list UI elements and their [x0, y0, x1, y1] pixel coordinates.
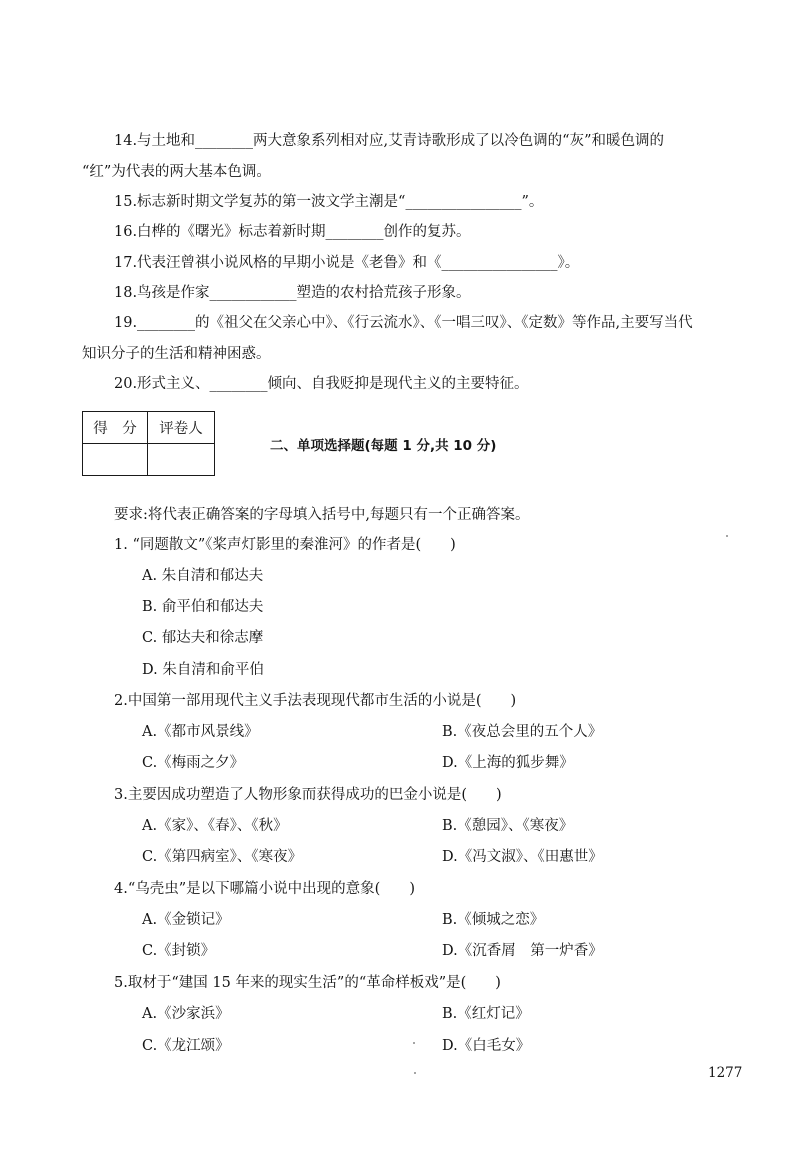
mc-5-option-a: A.《沙家浜》 — [142, 1006, 230, 1022]
mc-2-option-b: B.《夜总会里的五个人》 — [442, 724, 603, 740]
question-14-line-1: 14.与土地和________两大意象系列相对应,艾青诗歌形成了以冷色调的“灰”和暖色调的 — [114, 133, 664, 149]
question-18: 18.鸟孩是作家____________塑造的农村拾荒孩子形象。 — [114, 285, 471, 301]
question-17: 17.代表汪曾祺小说风格的早期小说是《老鲁》和《________________》。 — [114, 255, 580, 271]
score-cell — [83, 444, 148, 476]
mc-2-option-c: C.《梅雨之夕》 — [142, 755, 245, 771]
score-table — [82, 411, 215, 476]
score-label: 得 分 — [83, 412, 148, 444]
section-2-instruction: 要求:将代表正确答案的字母填入括号中,每题只有一个正确答案。 — [114, 507, 530, 523]
mc-question-2: 2.中国第一部用现代主义手法表现现代都市生活的小说是( ) — [114, 693, 517, 709]
mc-3-option-b: B.《憩园》、《寒夜》 — [442, 818, 574, 834]
mc-1-option-a: A. 朱自清和郁达夫 — [142, 568, 264, 584]
question-20: 20.形式主义、________倾向、自我贬抑是现代主义的主要特征。 — [114, 376, 529, 392]
scan-speck — [413, 1042, 415, 1044]
question-15: 15.标志新时期文学复苏的第一波文学主潮是“________________”。 — [114, 194, 544, 210]
mc-question-4: 4.“乌壳虫”是以下哪篇小说中出现的意象( ) — [114, 881, 415, 897]
mc-1-option-d: D. 朱自清和俞平伯 — [142, 662, 264, 678]
mc-4-option-d: D.《沉香屑 第一炉香》 — [442, 943, 603, 959]
question-16: 16.白桦的《曙光》标志着新时期________创作的复苏。 — [114, 224, 471, 240]
question-19-line-1: 19.________的《祖父在父亲心中》、《行云流水》、《一唱三叹》、《定数》等作品,主要写当代 — [114, 315, 693, 331]
mc-3-option-a: A.《家》、《春》、《秋》 — [142, 818, 288, 834]
mc-question-3: 3.主要因成功塑造了人物形象而获得成功的巴金小说是( ) — [114, 787, 502, 803]
mc-question-1: 1. “同题散文”《桨声灯影里的秦淮河》的作者是( ) — [114, 537, 456, 553]
grader-label: 评卷人 — [148, 412, 215, 444]
mc-5-option-b: B.《红灯记》 — [442, 1006, 530, 1022]
scan-speck — [414, 1072, 416, 1074]
mc-3-option-d: D.《冯文淑》、《田惠世》 — [442, 849, 603, 865]
question-14-line-2: “红”为代表的两大基本色调。 — [82, 164, 271, 180]
mc-4-option-a: A.《金锁记》 — [142, 912, 230, 928]
mc-2-option-d: D.《上海的狐步舞》 — [442, 755, 574, 771]
question-19-line-2: 知识分子的生活和精神困惑。 — [82, 346, 271, 362]
mc-5-option-d: D.《白毛女》 — [442, 1038, 531, 1054]
mc-1-option-b: B. 俞平伯和郁达夫 — [142, 599, 264, 615]
mc-1-option-c: C. 郁达夫和徐志摩 — [142, 630, 264, 646]
grader-cell — [148, 444, 215, 476]
mc-4-option-b: B.《倾城之恋》 — [442, 912, 545, 928]
mc-4-option-c: C.《封锁》 — [142, 943, 216, 959]
page-number: 1277 — [708, 1065, 743, 1081]
mc-2-option-a: A.《都市风景线》 — [142, 724, 259, 740]
mc-3-option-c: C.《第四病室》、《寒夜》 — [142, 849, 303, 865]
section-2-title: 二、单项选择题(每题 1 分,共 10 分) — [270, 438, 497, 454]
mc-question-5: 5.取材于“建国 15 年来的现实生活”的“革命样板戏”是( ) — [114, 975, 501, 991]
mc-5-option-c: C.《龙江颂》 — [142, 1038, 230, 1054]
scan-speck — [726, 535, 728, 537]
